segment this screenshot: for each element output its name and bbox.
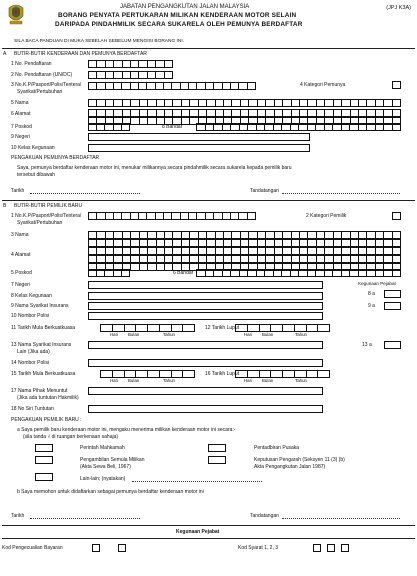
label-no-kp-b-sub: Syarikat/Pertubuhan: [17, 220, 63, 226]
date-field-b[interactable]: [30, 518, 140, 519]
label-poskod-a: 7 Poskod: [11, 124, 32, 130]
label-no-siri-tuntutan: 18 No Siri Tuntutan: [11, 406, 54, 412]
label-keputusan-pengarah-sub: Akta Pengangkutan Jalan 1987): [254, 464, 326, 470]
field-kategori-pemunya[interactable]: [392, 81, 401, 89]
field-no-pendaftaran[interactable]: [88, 60, 173, 68]
field-kod-pengecualian-1[interactable]: [92, 544, 100, 552]
field-kategori-pemilik[interactable]: [392, 212, 401, 220]
tarikh-luput-tahun: Tahun: [295, 332, 307, 337]
field-no-kp-b[interactable]: [88, 212, 256, 220]
field-lain-lain[interactable]: [132, 481, 262, 482]
office-footer-underline: [2, 538, 415, 539]
agency-name: JABATAN PENGANGKUTAN JALAN MALAYSIA: [120, 4, 250, 10]
checkbox-pengambilan-semula[interactable]: [35, 456, 53, 464]
label-bandar-b: 6 Bandar: [173, 270, 194, 276]
field-insurans-lain[interactable]: [88, 341, 323, 349]
tarikh-luput-lain-bulan: Bulan: [262, 378, 274, 383]
field-pihak-menuntut[interactable]: [88, 387, 323, 395]
section-a-divider: [2, 48, 415, 49]
label-tarikh-mula: 11 Tarikh Mula Berkuatkuasa: [11, 325, 76, 331]
field-alamat-a-line1[interactable]: [88, 109, 401, 117]
label-syarikat-insurans: 9 Nama Syarikat Insurans: [11, 303, 69, 309]
office-label-13a: 13 a: [362, 342, 372, 348]
field-poskod-b[interactable]: [88, 269, 130, 277]
declaration-text-a-1: Saya, pemunya berdaftar kenderaan motor ini, menukar milikannya secara pindahmilik secara sukarela kepada pemilik baru: [17, 165, 292, 171]
label-pihak-menuntut-sub: (Jika ada tuntutan Hakmilik): [17, 395, 79, 401]
office-label-9a: 9 a: [368, 303, 375, 309]
label-kelas-kegunaan-b: 8 Kelas Kegunaan: [11, 293, 52, 299]
sign-field-b[interactable]: [282, 518, 400, 519]
section-b-heading: BUTIR-BUTIR PEMILIK BARU: [14, 203, 83, 209]
tarikh-mula-hari: Hari: [110, 332, 119, 337]
field-syarikat-insurans[interactable]: [88, 302, 323, 310]
declaration-heading-b: PENGAKUAN PEMILIK BARU :: [11, 417, 82, 423]
field-negeri-a[interactable]: [88, 133, 310, 141]
label-tarikh-luput: 12 Tarikh Luput: [205, 325, 240, 331]
field-alamat-b-line2[interactable]: [88, 255, 401, 263]
label-bandar-a: 8 Bandar: [162, 124, 183, 130]
field-no-pendaftaran-undc[interactable]: [88, 71, 173, 79]
label-no-kp-a-sub: Syarikat/Pertubuhan: [17, 89, 63, 95]
field-kod-syarat-1[interactable]: [313, 544, 321, 552]
field-bandar-a[interactable]: [196, 123, 401, 131]
declaration-text-b-a2: (sila tanda √ di ruangan berkenaan sahaja): [23, 434, 119, 440]
label-poskod-b: 5 Poskod: [11, 270, 32, 276]
declaration-heading-a: PENGAKUAN PEMUNYA BERDAFTAR: [11, 155, 100, 161]
label-pentadbiran-pusaka: Pentadbiran Pusaka: [254, 445, 300, 451]
declaration-text-b-b: b Saya memohon untuk didaftarkan sebagai pemunya berdaftar kenderaan motor ini: [17, 489, 204, 495]
label-lain-lain: Lain-lain; (nyatakan): [80, 476, 126, 482]
label-negeri-a: 9 Negeri: [11, 134, 30, 140]
checkbox-pentadbiran-pusaka[interactable]: [208, 444, 226, 452]
label-kelas-kegunaan-a: 10 Kelas Kegunaan: [11, 145, 55, 151]
field-kelas-kegunaan-b[interactable]: [88, 292, 323, 300]
label-no-pendaftaran: 1 No. Pendaftaran: [11, 61, 52, 67]
office-footer-heading: Kegunaan Pejabat: [176, 529, 220, 535]
label-tarikh-luput-lain: 16 Tarikh Luput: [205, 371, 240, 377]
label-kategori-pemilik: 2 Kategori Pemilik: [306, 213, 347, 219]
label-no-pendaftaran-undc: 2 No. Pendaftaran (UN/DC): [11, 72, 73, 78]
field-poskod-a[interactable]: [88, 123, 130, 131]
checkbox-lain-lain[interactable]: [35, 473, 53, 481]
office-footer-divider: [2, 525, 415, 526]
label-alamat-a: 6 Alamat: [11, 111, 31, 117]
form-title-line1: BORANG PENYATA PERTUKARAN MILIKAN KENDERAAN MOTOR SELAIN: [58, 12, 297, 19]
tarikh-mula-bulan: Bulan: [128, 332, 140, 337]
sign-field-a[interactable]: [282, 193, 400, 194]
label-nombor-polisi: 10 Nombor Polisi: [11, 313, 50, 319]
label-insurans-lain-sub: Lain (Jika ada): [17, 349, 50, 355]
checkbox-perintah-mahkamah[interactable]: [35, 444, 53, 452]
section-a-heading: BUTIR-BUTIR KENDERAAN DAN PEMUNYA BERDAFTAR: [14, 51, 147, 57]
field-kod-syarat-3[interactable]: [341, 544, 349, 552]
label-nama-b: 3 Nama: [11, 232, 29, 238]
label-perintah-mahkamah: Perintah Mahkamah: [80, 445, 125, 451]
field-nama-b-line1[interactable]: [88, 231, 401, 239]
label-keputusan-pengarah: Keputusan Pengarah (Seksyen 11 (3) (b): [254, 457, 345, 463]
field-nama-b-line2[interactable]: [88, 239, 401, 247]
label-kod-syarat: Kod Syarat 1, 2, 3: [238, 545, 279, 551]
tarikh-mula-lain-tahun: Tahun: [163, 378, 175, 383]
section-b-letter: B: [3, 203, 7, 209]
field-tarikh-luput[interactable]: [235, 324, 330, 332]
label-pengambilan-semula: Pengambilan Semula Milikan: [80, 457, 145, 463]
office-field-13a[interactable]: [384, 341, 401, 349]
field-nombor-polisi-lain[interactable]: [88, 359, 323, 367]
field-kod-pengecualian-2[interactable]: [118, 544, 126, 552]
label-nombor-polisi-lain: 14 Nombor Polisi: [11, 360, 50, 366]
field-kod-syarat-2[interactable]: [327, 544, 335, 552]
office-label-8a: 8 a: [368, 291, 375, 297]
label-nama-a: 5 Nama: [11, 100, 29, 106]
checkbox-keputusan-pengarah[interactable]: [208, 456, 226, 464]
field-no-kp-a[interactable]: [88, 82, 256, 90]
field-kelas-kegunaan-a[interactable]: [88, 144, 310, 152]
instruction-text: SILA BACA PANDUAN DI MUKA SEBELAH SEBELUM MENGISI BORANG INI.: [14, 39, 184, 44]
tarikh-mula-lain-bulan: Bulan: [128, 378, 140, 383]
office-use-heading-b: Kegunaan Pejabat: [358, 281, 396, 286]
declaration-text-a-2: tersebut dibawah: [17, 172, 56, 178]
label-alamat-b: 4 Alamat: [11, 252, 31, 258]
declaration-text-b-a1: a Saya pemilik baru kenderaan motor ini, mengaku menerima milikan kenderaan motor ini secara:-: [17, 427, 236, 433]
label-kategori-pemunya: 4 Kategori Pemunya: [300, 82, 346, 88]
field-bandar-b[interactable]: [196, 269, 401, 277]
field-nama-a[interactable]: [88, 99, 401, 107]
form-title-line2: DARIPADA PINDAHMILIK SECARA SUKARELA OLEH PEMUNYA BERDAFTAR: [55, 21, 303, 28]
sign-label-a: Tandatangan: [250, 188, 279, 194]
field-tarikh-luput-lain[interactable]: [235, 370, 330, 378]
label-pihak-menuntut: 17 Nama Pihak Menuntut: [11, 388, 68, 394]
date-label-a: Tarikh: [11, 188, 25, 194]
tarikh-luput-hari: Hari: [244, 332, 253, 337]
field-nombor-polisi[interactable]: [88, 312, 323, 320]
office-field-8a[interactable]: [384, 290, 401, 298]
jpj-crest-icon: [6, 2, 26, 26]
label-pengambilan-semula-sub: (Akta Sewa Beli, 1967): [80, 464, 131, 470]
section-b-divider: [2, 200, 415, 201]
tarikh-luput-bulan: Bulan: [262, 332, 274, 337]
tarikh-luput-lain-hari: Hari: [244, 378, 253, 383]
label-negeri-b: 7 Negeri: [11, 282, 30, 288]
field-negeri-b[interactable]: [88, 281, 323, 289]
field-tarikh-mula-lain[interactable]: [100, 370, 195, 378]
tarikh-mula-lain-hari: Hari: [110, 378, 119, 383]
office-field-9a[interactable]: [384, 302, 401, 310]
label-kod-pengecualian: Kod Pengecualian Bayaran: [2, 545, 63, 551]
label-tarikh-mula-lain: 15 Tarikh Mula Berkuatkuasa: [11, 371, 76, 377]
tarikh-mula-tahun: Tahun: [163, 332, 175, 337]
label-no-kp-b: 1 No.K.P/Pasport/Polis/Tentera/: [11, 213, 82, 219]
label-insurans-lain: 13 Nama Syarikat Insurans: [11, 342, 72, 348]
field-no-siri-tuntutan[interactable]: [88, 405, 323, 413]
field-tarikh-mula[interactable]: [100, 324, 195, 332]
tarikh-luput-lain-tahun: Tahun: [295, 378, 307, 383]
label-no-kp-a: 3 No.K.P/Pasport/Polis/Tentera/: [11, 82, 82, 88]
date-label-b: Tarikh: [11, 513, 25, 519]
section-a-letter: A: [3, 51, 7, 57]
field-alamat-b-line1[interactable]: [88, 247, 401, 255]
date-field-a[interactable]: [30, 193, 140, 194]
sign-label-b: Tandatangan: [250, 513, 279, 519]
form-code: (JPJ K3A): [386, 5, 411, 11]
